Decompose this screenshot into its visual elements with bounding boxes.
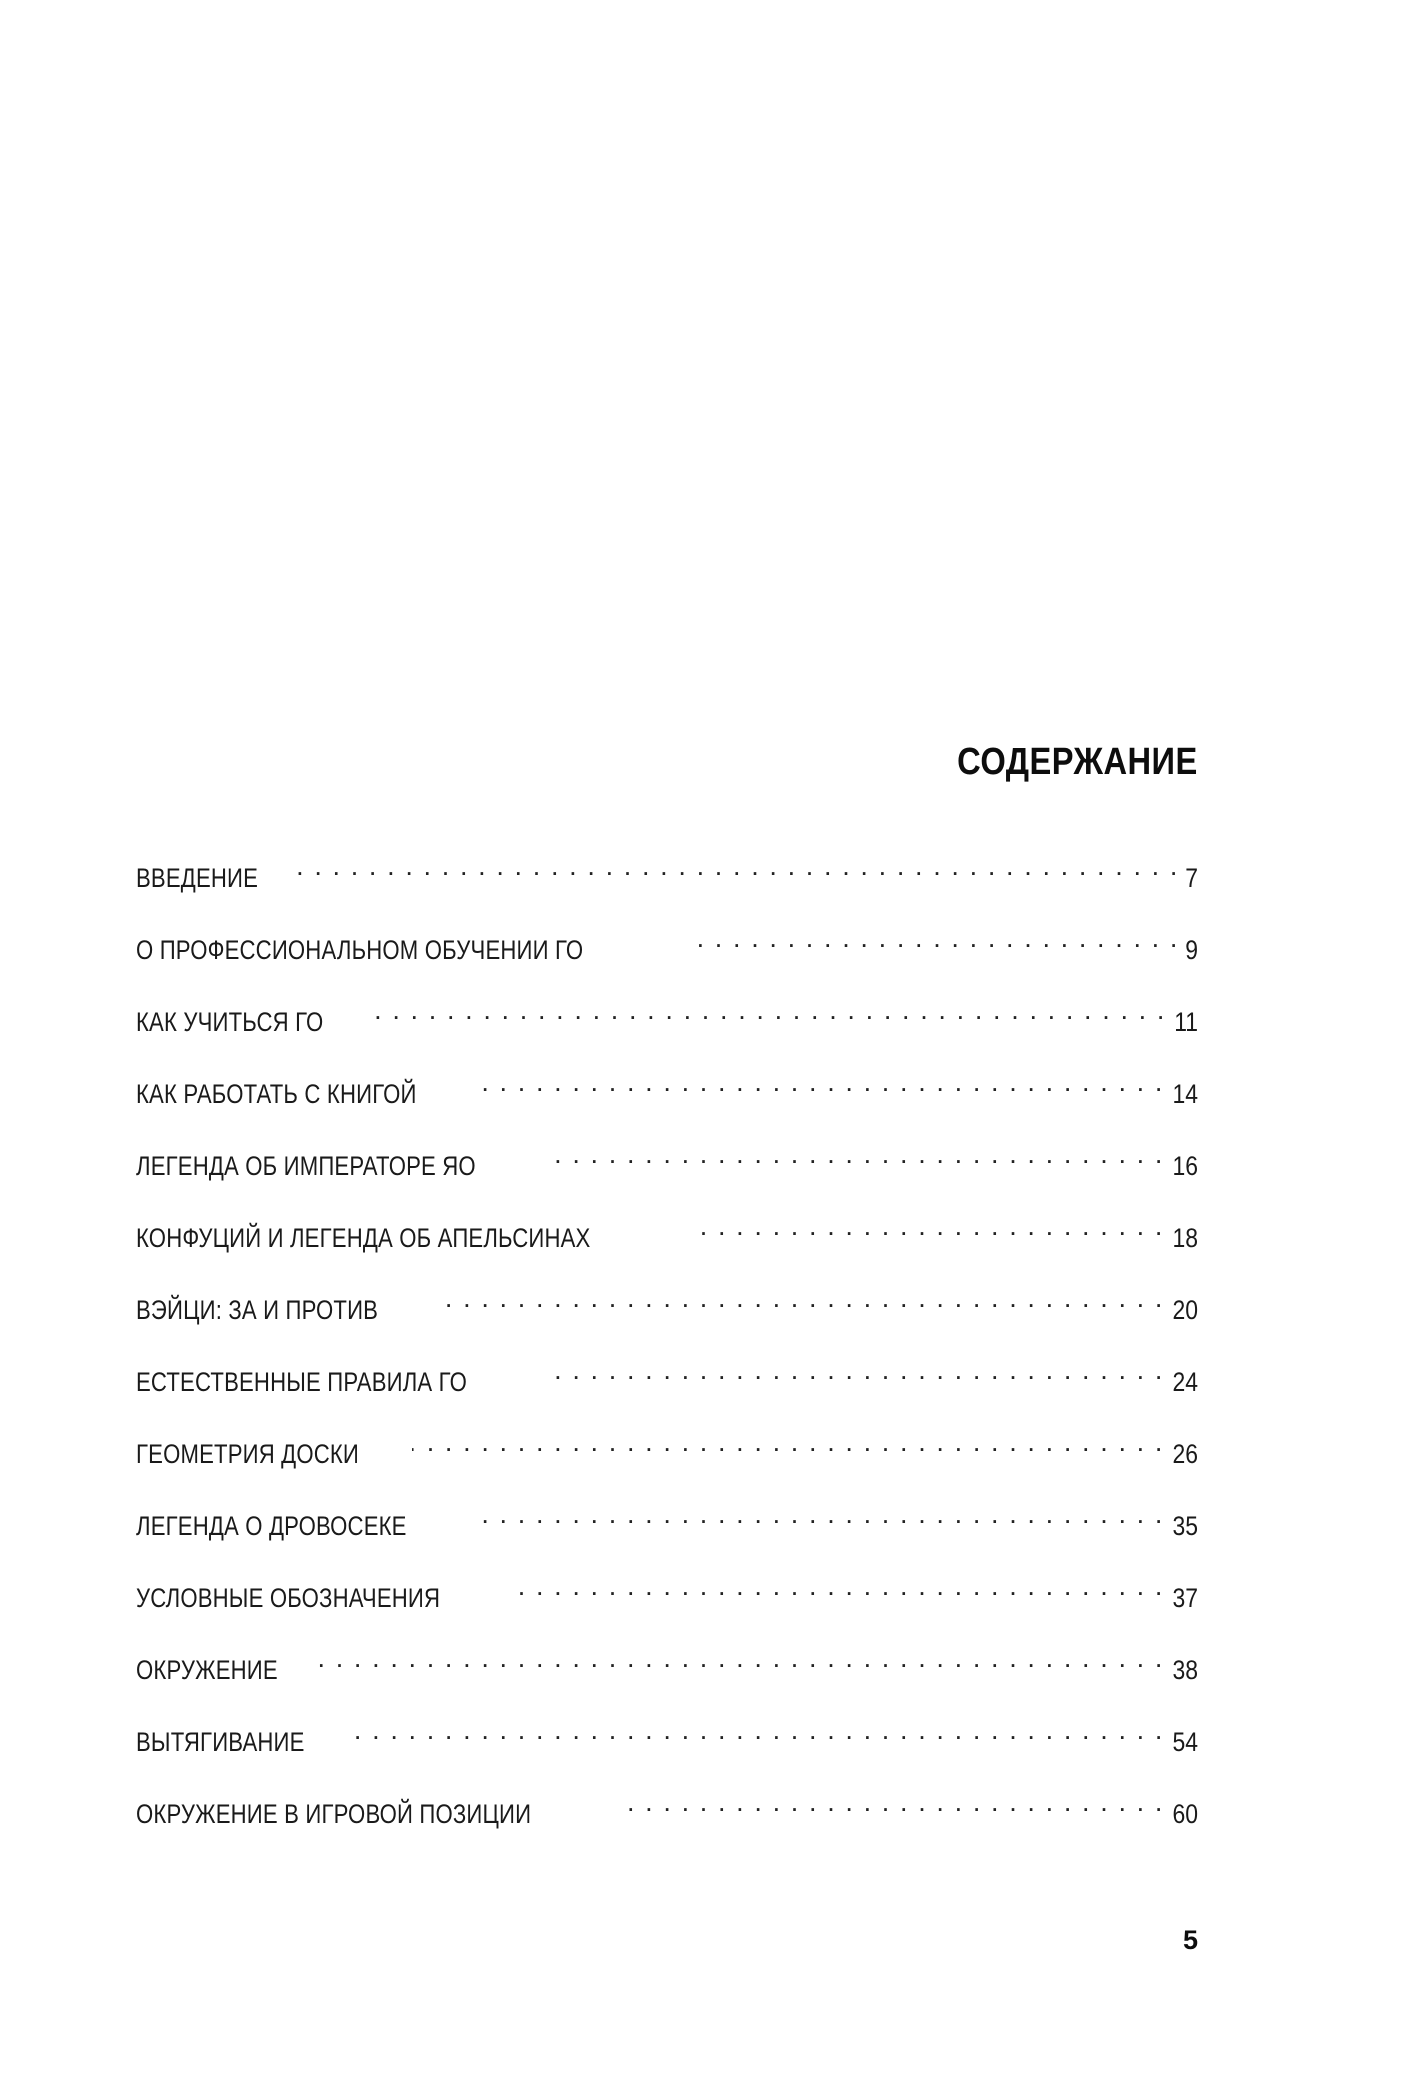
dot-leader — [685, 917, 1178, 959]
dot-leader — [554, 1133, 1164, 1175]
dot-leader — [482, 1061, 1164, 1103]
toc-title: СОДЕРЖАНИЕ — [957, 741, 1198, 783]
toc-entry-label: КАК УЧИТЬСЯ ГО — [136, 1007, 324, 1037]
dot-leader — [289, 845, 1179, 887]
toc-entry-page: 37 — [1172, 1583, 1198, 1613]
toc-entry-page: 26 — [1172, 1439, 1198, 1469]
toc-entry-label: ВВЕДЕНИЕ — [136, 863, 259, 893]
toc-entry-page: 7 — [1185, 863, 1198, 893]
page-number: 5 — [1182, 1925, 1198, 1955]
toc-entry-page: 14 — [1172, 1079, 1198, 1109]
toc-entry-label: УСЛОВНЫЕ ОБОЗНАЧЕНИЯ — [136, 1583, 441, 1613]
toc-entry-label: ЕСТЕСТВЕННЫЕ ПРАВИЛА ГО — [136, 1367, 467, 1397]
toc-entry[interactable] — [136, 1061, 1198, 1133]
toc-entry-page: 54 — [1172, 1727, 1198, 1757]
dot-leader — [694, 1205, 1164, 1247]
dot-leader — [412, 1421, 1164, 1463]
toc-entry[interactable] — [136, 1565, 1198, 1637]
toc-entry[interactable] — [136, 1781, 1198, 1853]
toc-entry[interactable] — [136, 1133, 1198, 1205]
dot-leader — [544, 1349, 1164, 1391]
toc-entry-label: О ПРОФЕССИОНАЛЬНОМ ОБУЧЕНИИ ГО — [136, 935, 584, 965]
toc-entry[interactable] — [136, 1421, 1198, 1493]
dot-leader — [435, 1277, 1164, 1319]
toc-entry-label: КАК РАБОТАТЬ С КНИГОЙ — [136, 1079, 417, 1109]
toc-entry-label: ЛЕГЕНДА ОБ ИМПЕРАТОРЕ ЯО — [136, 1151, 476, 1181]
toc-entry-label: ВЭЙЦИ: ЗА И ПРОТИВ — [136, 1295, 379, 1325]
toc-entry[interactable] — [136, 1277, 1198, 1349]
toc-entry[interactable] — [136, 845, 1198, 917]
toc-entry-label: ОКРУЖЕНИЕ — [136, 1655, 278, 1685]
dot-leader — [470, 1493, 1164, 1535]
dot-leader — [346, 1709, 1164, 1751]
toc-entry-label: КОНФУЦИЙ И ЛЕГЕНДА ОБ АПЕЛЬСИНАХ — [136, 1223, 591, 1253]
toc-list — [136, 845, 1198, 1853]
toc-entry-label: ОКРУЖЕНИЕ В ИГРОВОЙ ПОЗИЦИИ — [136, 1799, 532, 1829]
toc-entry-label: ВЫТЯГИВАНИЕ — [136, 1727, 305, 1757]
toc-entry[interactable] — [136, 1349, 1198, 1421]
toc-entry[interactable] — [136, 989, 1198, 1061]
toc-entry-page: 20 — [1172, 1295, 1198, 1325]
toc-entry-label: ГЕОМЕТРИЯ ДОСКИ — [136, 1439, 360, 1469]
toc-entry[interactable] — [136, 1709, 1198, 1781]
toc-entry-page: 24 — [1172, 1367, 1198, 1397]
toc-entry-page: 16 — [1172, 1151, 1198, 1181]
toc-entry[interactable] — [136, 1637, 1198, 1709]
toc-entry-page: 11 — [1174, 1007, 1198, 1037]
toc-entry-page: 9 — [1185, 935, 1198, 965]
dot-leader — [369, 989, 1166, 1031]
dot-leader — [622, 1781, 1164, 1823]
toc-entry-page: 60 — [1172, 1799, 1198, 1829]
toc-entry-page: 38 — [1172, 1655, 1198, 1685]
toc-entry[interactable] — [136, 917, 1198, 989]
dot-leader — [313, 1637, 1164, 1679]
toc-entry-page: 18 — [1172, 1223, 1198, 1253]
toc-entry-page: 35 — [1172, 1511, 1198, 1541]
dot-leader — [511, 1565, 1164, 1607]
toc-entry[interactable] — [136, 1493, 1198, 1565]
toc-entry[interactable] — [136, 1205, 1198, 1277]
toc-entry-label: ЛЕГЕНДА О ДРОВОСЕКЕ — [136, 1511, 407, 1541]
